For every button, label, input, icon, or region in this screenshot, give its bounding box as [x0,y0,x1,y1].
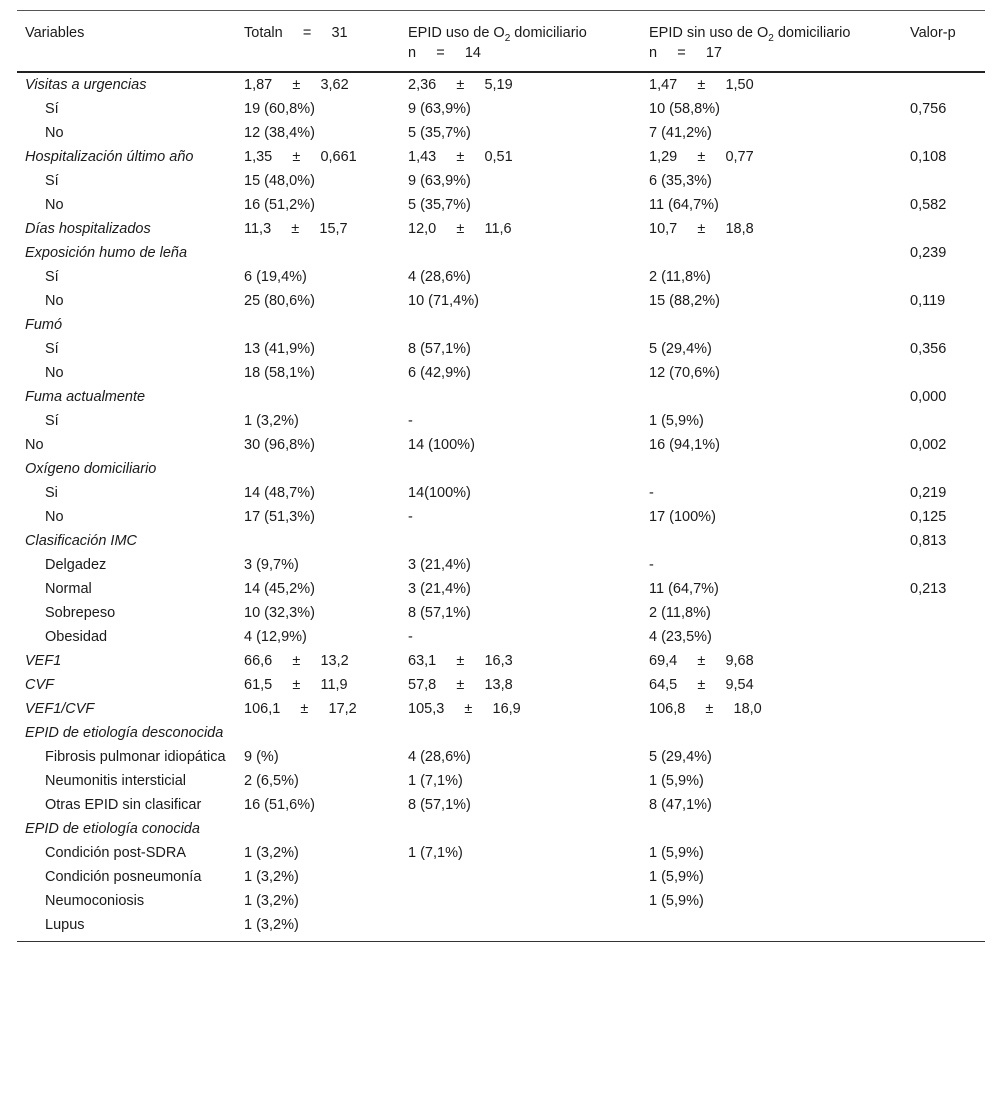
row-without-o2-cell: 1 (5,9%) [649,845,704,861]
row-pvalue-cell [902,218,985,242]
header-g2-eq: = [677,45,686,61]
row-variable-cell: Si [45,485,58,501]
row-total-cell: 13 (41,9%) [244,341,315,357]
header-g2-prefix: EPID sin uso de O [649,25,769,41]
row-with-o2-cell [400,866,641,890]
row-variable-cell: Fumó [25,317,63,333]
row-variable-cell: Sí [45,269,59,285]
row-with-o2-cell: - [408,629,413,645]
row-total-cell: 14 (45,2%) [244,581,315,597]
row-total-cell [236,530,400,554]
row-variable-cell: VEF1/CVF [25,701,95,717]
row-variable-cell: Normal [45,581,92,597]
row-variable-cell: No [45,365,64,381]
row-without-o2-cell: 16 (94,1%) [649,437,720,453]
row-pvalue-cell [902,842,985,866]
row-variable-cell: Sí [45,341,59,357]
row-with-o2-cell: 14 (100%) [408,437,475,453]
row-pvalue-cell: 0,108 [910,149,947,165]
row-with-o2-cell: 3 (21,4%) [408,557,471,573]
table-row [17,914,985,942]
row-variable-cell: CVF [25,677,54,693]
table-row [17,770,985,794]
row-variable-cell: Otras EPID sin clasificar [45,797,202,813]
row-pvalue-cell [902,626,985,650]
table-row [17,866,985,890]
row-variable-cell: Sí [45,413,59,429]
row-total-cell: 1 (3,2%) [244,413,299,429]
row-total-cell [236,818,400,842]
row-total-cell: 19 (60,8%) [244,101,315,117]
header-variables [17,11,236,73]
row-without-o2-cell: 1 (5,9%) [649,413,704,429]
row-with-o2-cell: 1,43 ± 0,51 [408,149,513,165]
table-row [17,674,985,698]
row-without-o2-cell: 2 (11,8%) [649,605,711,621]
row-pvalue-cell [902,410,985,434]
row-without-o2-cell [641,458,902,482]
row-total-cell: 12 (38,4%) [244,125,315,141]
row-with-o2-cell: 6 (42,9%) [408,365,471,381]
row-variable-cell: Neumonitis intersticial [45,773,187,789]
header-total-label: Totaln [244,25,283,41]
row-variable-cell: Fibrosis pulmonar idiopática [45,749,226,765]
row-with-o2-cell: 8 (57,1%) [408,605,471,621]
table-row [17,338,985,362]
row-variable-cell: EPID de etiología desconocida [25,725,224,741]
row-variable-cell: Sí [45,173,59,189]
header-g1-suffix: domiciliario [510,25,587,41]
row-pvalue-cell [902,72,985,98]
header-g1-eq: = [436,45,445,61]
row-with-o2-cell [400,818,641,842]
row-without-o2-cell: 1,47 ± 1,50 [649,77,754,93]
row-variable-cell: Condición post-SDRA [45,845,187,861]
header-g1-prefix: EPID uso de O [408,25,505,41]
row-total-cell [236,242,400,266]
header-total [236,11,400,73]
row-pvalue-cell: 0,125 [910,509,947,525]
row-without-o2-cell: 69,4 ± 9,68 [649,653,754,669]
row-without-o2-cell [641,386,902,410]
table-row [17,194,985,218]
row-variable-cell: Delgadez [45,557,107,573]
table-row [17,554,985,578]
row-pvalue-cell [902,866,985,890]
row-variable-cell: No [45,197,64,213]
row-total-cell: 18 (58,1%) [244,365,315,381]
row-with-o2-cell: 9 (63,9%) [408,101,471,117]
row-without-o2-cell: 12 (70,6%) [649,365,720,381]
row-without-o2-cell: 5 (29,4%) [649,341,712,357]
row-total-cell: 1,87 ± 3,62 [244,77,349,93]
row-with-o2-cell: 57,8 ± 13,8 [408,677,513,693]
header-group-with-o2 [400,11,641,73]
row-with-o2-cell: 1 (7,1%) [408,773,463,789]
row-pvalue-cell [902,650,985,674]
header-pvalue-text: Valor-p [910,25,956,41]
table-row [17,362,985,386]
row-total-cell: 1 (3,2%) [236,914,400,942]
row-without-o2-cell: 1 (5,9%) [649,773,704,789]
row-without-o2-cell: 2 (11,8%) [649,269,711,285]
row-without-o2-cell: 7 (41,2%) [649,125,712,141]
row-without-o2-cell: 1,29 ± 0,77 [649,149,754,165]
row-variable-cell: Condición posneumonía [45,869,202,885]
row-without-o2-cell [641,914,902,942]
row-variable-cell: No [45,509,64,525]
row-total-cell: 1 (3,2%) [244,845,299,861]
row-pvalue-cell: 0,000 [910,389,947,405]
table-row [17,530,985,554]
table-row [17,146,985,170]
row-with-o2-cell: - [408,413,413,429]
row-pvalue-cell: 0,582 [910,197,947,213]
row-pvalue-cell: 0,813 [910,533,947,549]
results-table [17,10,985,942]
row-with-o2-cell: 5 (35,7%) [408,125,471,141]
row-with-o2-cell [400,386,641,410]
row-pvalue-cell [902,362,985,386]
row-without-o2-cell: 11 (64,7%) [649,197,719,213]
table-row [17,434,985,458]
row-without-o2-cell: 15 (88,2%) [649,293,720,309]
row-total-cell: 14 (48,7%) [244,485,315,501]
table-row [17,698,985,722]
row-total-cell: 3 (9,7%) [244,557,299,573]
row-variable-cell: Sí [45,101,59,117]
header-g2-suffix: domiciliario [773,25,851,41]
row-total-cell: 9 (%) [244,749,279,765]
row-pvalue-cell [902,122,985,146]
row-with-o2-cell: 1 (7,1%) [408,845,463,861]
table-row [17,482,985,506]
table-row [17,578,985,602]
header-g1-n-label: n [408,45,417,61]
row-pvalue-cell: 0,756 [910,101,947,117]
row-variable-cell: Sobrepeso [45,605,116,621]
row-total-cell: 25 (80,6%) [244,293,315,309]
table-row [17,314,985,338]
row-with-o2-cell: 105,3 ± 16,9 [408,701,521,717]
row-total-cell: 11,3 ± 15,7 [244,221,348,237]
header-total-n: 31 [331,25,348,41]
table-row [17,410,985,434]
row-pvalue-cell [902,770,985,794]
row-pvalue-cell [902,794,985,818]
row-pvalue-cell [902,602,985,626]
row-pvalue-cell [902,722,985,746]
row-variable-cell: Oxígeno domiciliario [25,461,157,477]
table-row [17,290,985,314]
results-table-container [17,10,985,942]
row-pvalue-cell: 0,119 [910,293,946,309]
row-variable-cell: Clasificación IMC [25,533,137,549]
row-variable-cell: EPID de etiología conocida [25,821,200,837]
row-total-cell: 1,35 ± 0,661 [244,149,357,165]
row-with-o2-cell: - [408,509,413,525]
header-g2-n: 17 [705,45,722,61]
header-variables-text: Variables [25,25,85,41]
row-without-o2-cell: 8 (47,1%) [649,797,712,813]
table-row [17,72,985,98]
row-pvalue-cell: 0,239 [910,245,947,261]
row-with-o2-cell [400,530,641,554]
row-without-o2-cell: 4 (23,5%) [649,629,712,645]
row-total-cell: 1 (3,2%) [244,869,299,885]
row-pvalue-cell [902,554,985,578]
row-variable-cell: Hospitalización último año [25,149,194,165]
row-without-o2-cell: 106,8 ± 18,0 [649,701,762,717]
row-pvalue-cell [902,674,985,698]
row-total-cell: 1 (3,2%) [244,893,299,909]
table-row [17,242,985,266]
row-without-o2-cell: - [649,557,654,573]
row-total-cell: 6 (19,4%) [244,269,307,285]
row-variable-cell: No [25,437,44,453]
table-row [17,122,985,146]
table-row [17,602,985,626]
row-pvalue-cell [902,170,985,194]
row-with-o2-cell [400,890,641,914]
row-with-o2-cell: 14(100%) [408,485,471,501]
row-pvalue-cell [902,314,985,338]
table-row [17,842,985,866]
row-total-cell: 2 (6,5%) [244,773,299,789]
row-with-o2-cell: 8 (57,1%) [408,341,471,357]
row-variable-cell: Días hospitalizados [25,221,151,237]
table-row [17,506,985,530]
table-row [17,746,985,770]
row-with-o2-cell [400,314,641,338]
row-pvalue-cell: 0,002 [910,437,947,453]
row-without-o2-cell: 17 (100%) [649,509,716,525]
row-variable-cell: Exposición humo de leña [25,245,188,261]
header-total-eq: = [302,25,312,41]
header-g2-n-label: n [649,45,658,61]
row-without-o2-cell: 6 (35,3%) [649,173,712,189]
header-group-without-o2 [641,11,902,73]
table-row [17,650,985,674]
table-row [17,266,985,290]
table-row [17,170,985,194]
table-row [17,386,985,410]
row-pvalue-cell [902,890,985,914]
row-total-cell [236,386,400,410]
row-pvalue-cell [902,458,985,482]
header-g1-sub: 2 [504,32,511,44]
row-variable-cell: Fuma actualmente [25,389,146,405]
row-without-o2-cell [641,530,902,554]
row-with-o2-cell: 2,36 ± 5,19 [408,77,513,93]
row-with-o2-cell: 12,0 ± 11,6 [408,221,512,237]
row-without-o2-cell: 64,5 ± 9,54 [649,677,754,693]
row-pvalue-cell [902,266,985,290]
row-without-o2-cell [641,722,902,746]
row-with-o2-cell: 10 (71,4%) [408,293,479,309]
row-total-cell [236,722,400,746]
table-row [17,218,985,242]
row-total-cell [236,314,400,338]
row-with-o2-cell [400,458,641,482]
row-variable-cell: Lupus [17,914,236,942]
row-with-o2-cell [400,242,641,266]
header-g2-sub: 2 [768,32,774,44]
table-row [17,626,985,650]
row-pvalue-cell [902,698,985,722]
row-with-o2-cell: 9 (63,9%) [408,173,471,189]
row-variable-cell: Obesidad [45,629,108,645]
table-row [17,458,985,482]
row-total-cell: 15 (48,0%) [244,173,315,189]
row-total-cell: 16 (51,6%) [244,797,315,813]
row-total-cell: 4 (12,9%) [244,629,307,645]
table-row [17,818,985,842]
table-header [17,11,985,73]
row-pvalue-cell: 0,219 [910,485,947,501]
row-total-cell [236,458,400,482]
row-total-cell: 17 (51,3%) [244,509,315,525]
row-without-o2-cell [641,242,902,266]
row-without-o2-cell: 10 (58,8%) [649,101,720,117]
row-variable-cell: Visitas a urgencias [25,77,147,93]
row-with-o2-cell: 5 (35,7%) [408,197,471,213]
row-pvalue-cell [902,818,985,842]
row-without-o2-cell: 1 (5,9%) [649,869,704,885]
row-with-o2-cell: 4 (28,6%) [408,749,471,765]
row-without-o2-cell [641,818,902,842]
row-with-o2-cell [400,722,641,746]
table-row [17,722,985,746]
table-row [17,98,985,122]
row-variable-cell: No [45,125,64,141]
row-variable-cell: VEF1 [25,653,62,669]
row-with-o2-cell: 3 (21,4%) [408,581,471,597]
table-row [17,890,985,914]
row-without-o2-cell: 11 (64,7%) [649,581,719,597]
row-without-o2-cell: - [649,485,654,501]
row-without-o2-cell [641,314,902,338]
header-row [17,11,985,73]
row-pvalue-cell: 0,356 [910,341,947,357]
row-without-o2-cell: 1 (5,9%) [649,893,704,909]
row-with-o2-cell: 4 (28,6%) [408,269,471,285]
row-variable-cell: Neumoconiosis [45,893,145,909]
table-body [17,72,985,942]
row-with-o2-cell: 8 (57,1%) [408,797,471,813]
row-with-o2-cell [400,914,641,942]
row-pvalue-cell [902,914,985,942]
header-g1-n: 14 [464,45,481,61]
row-total-cell: 66,6 ± 13,2 [244,653,349,669]
row-total-cell: 16 (51,2%) [244,197,315,213]
header-pvalue [902,11,985,73]
row-pvalue-cell: 0,213 [910,581,947,597]
table-row [17,794,985,818]
row-total-cell: 30 (96,8%) [244,437,315,453]
row-with-o2-cell: 63,1 ± 16,3 [408,653,513,669]
row-without-o2-cell: 5 (29,4%) [649,749,712,765]
row-total-cell: 61,5 ± 11,9 [244,677,348,693]
row-total-cell: 106,1 ± 17,2 [244,701,357,717]
row-total-cell: 10 (32,3%) [244,605,315,621]
row-pvalue-cell [902,746,985,770]
row-without-o2-cell: 10,7 ± 18,8 [649,221,754,237]
row-variable-cell: No [45,293,64,309]
